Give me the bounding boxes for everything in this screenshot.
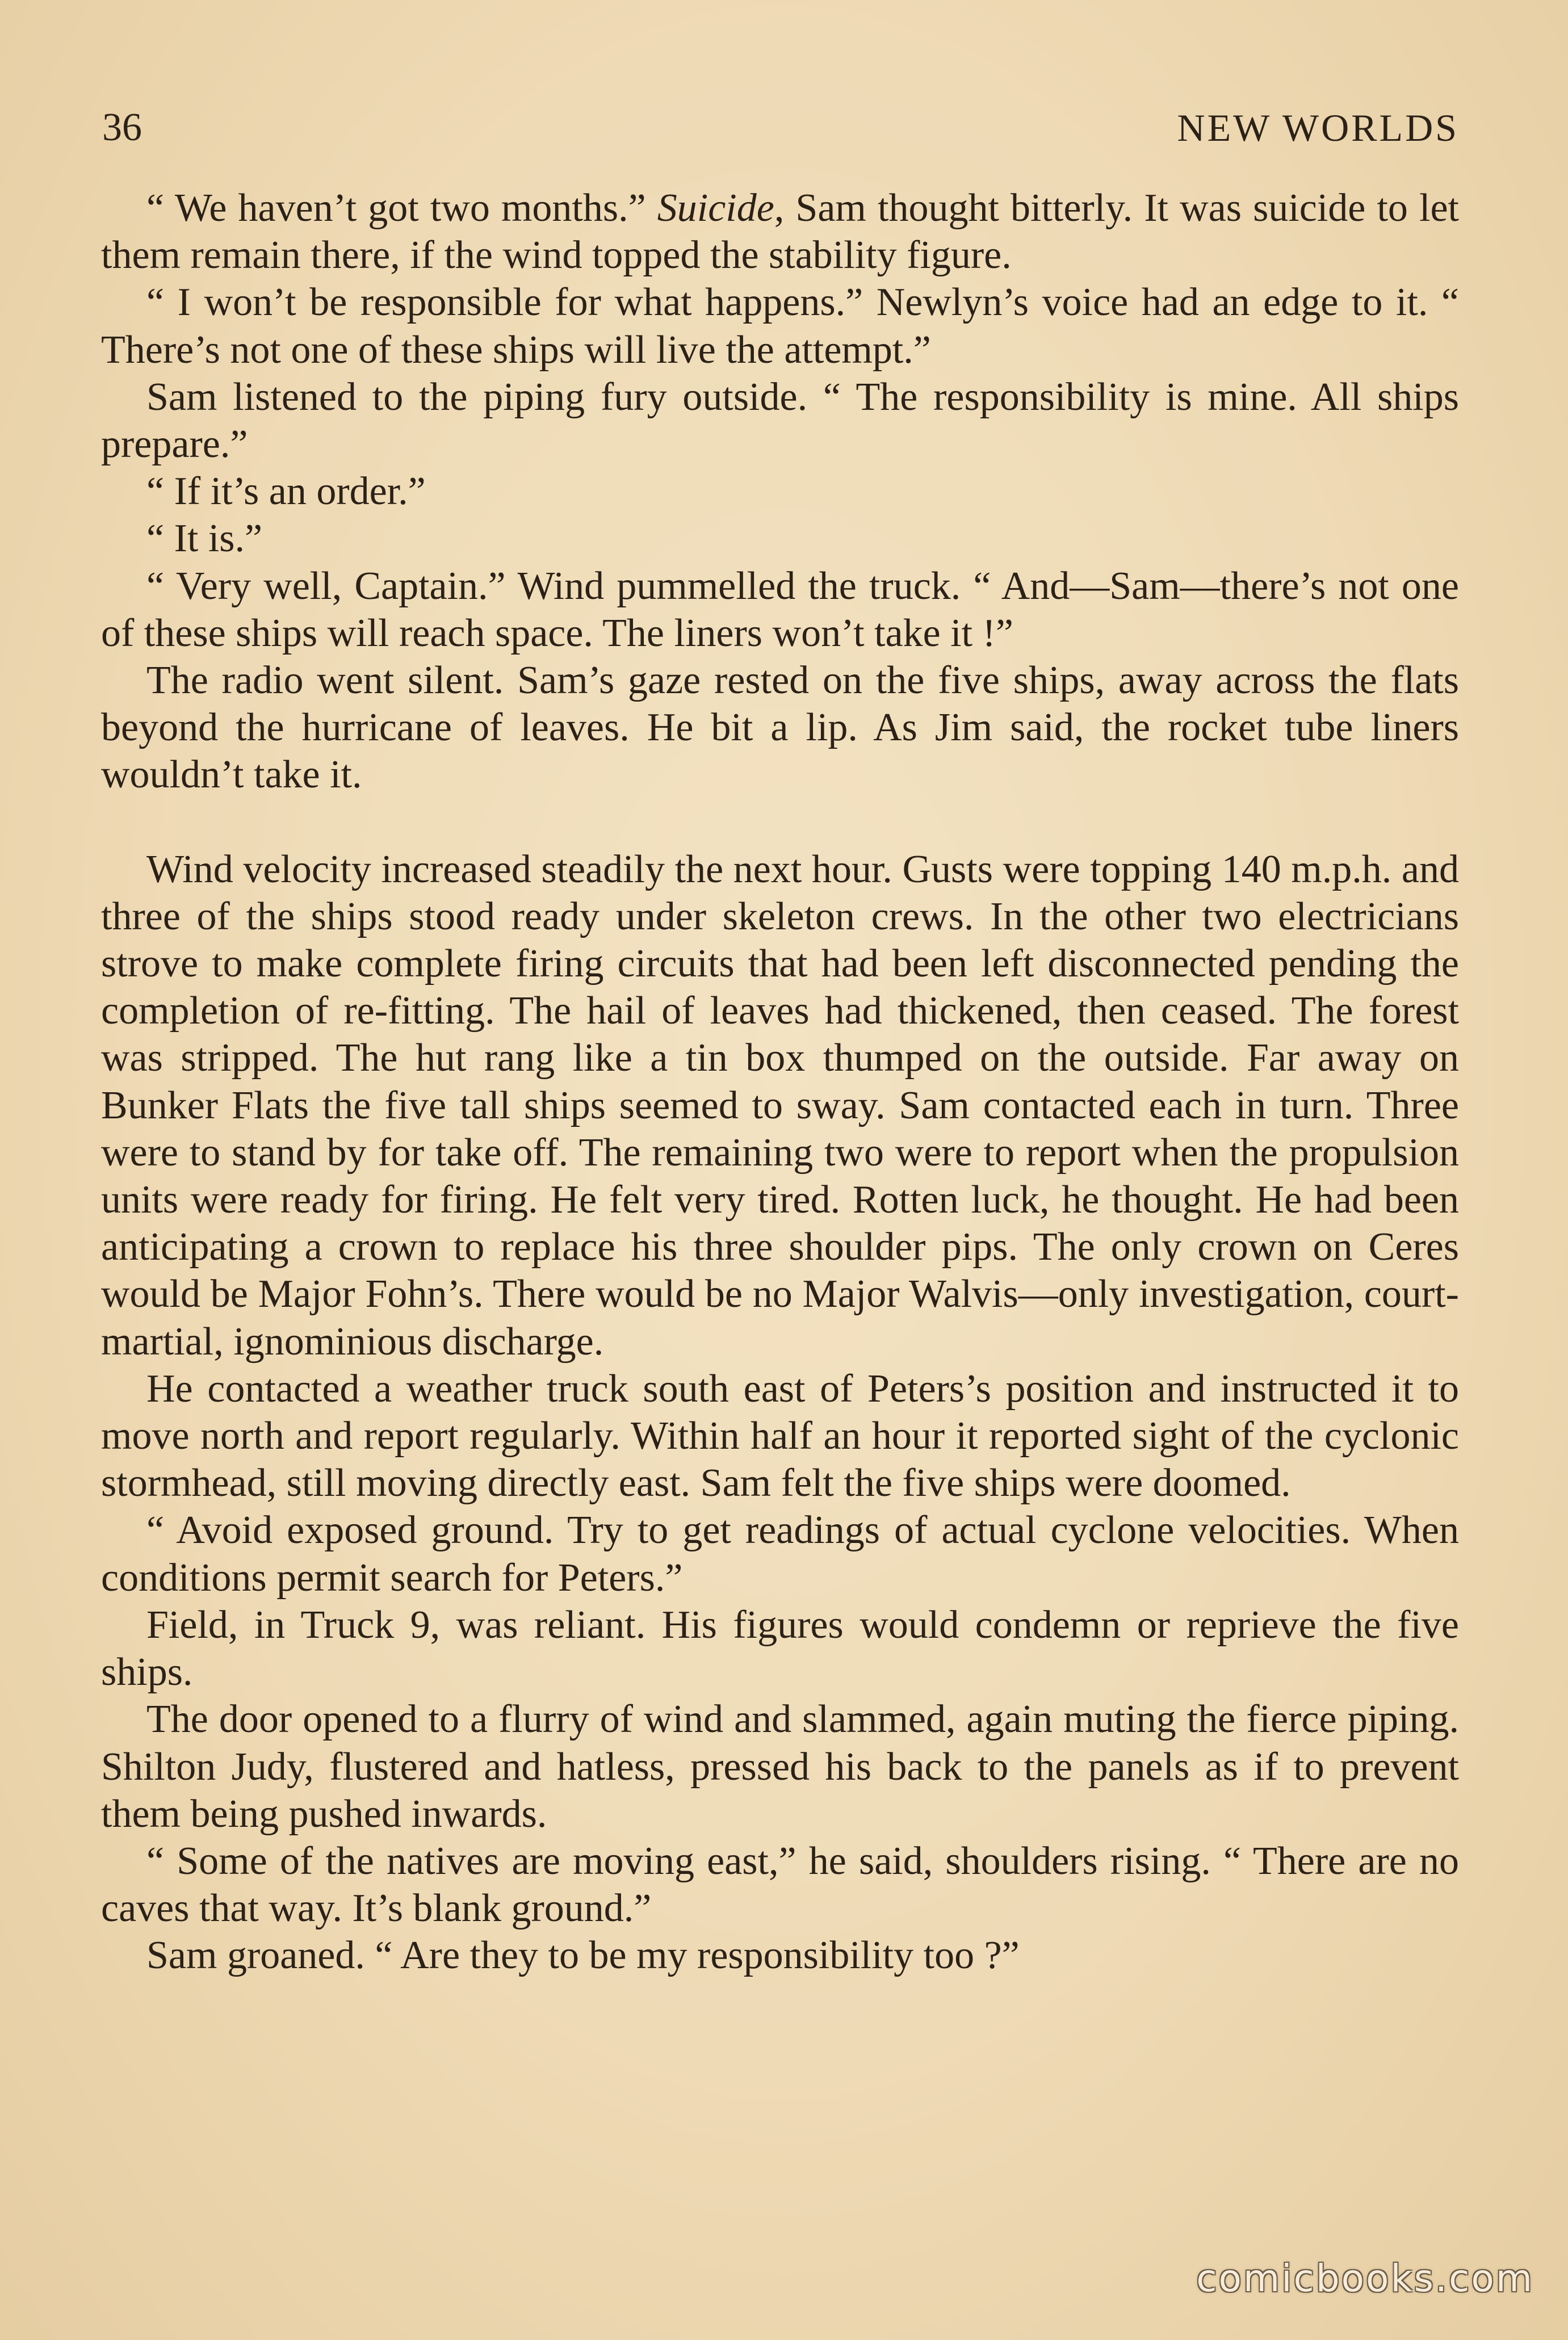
italic-word: Suicide bbox=[657, 186, 774, 230]
paragraph-5: “ It is.” bbox=[146, 517, 263, 561]
paragraph-14: Sam groaned. “ Are they to be my responsibility too ?” bbox=[146, 1934, 1020, 1978]
page-number: 36 bbox=[102, 106, 142, 149]
paragraph-6: “ Very well, Captain.” Wind pummelled the truck. “ And—Sam—there’s not one of these ships will reach space. The liners won’t take it !” bbox=[101, 564, 1459, 655]
paragraph-7: The radio went silent. Sam’s gaze rested on the five ships, away across the flats beyond the hurricane of leaves. He bit a lip. As Jim said, the rocket tube liners wouldn’t take it. bbox=[101, 659, 1459, 797]
paragraph-11: Field, in Truck 9, was reliant. His figures would condemn or reprieve the five ships. bbox=[101, 1603, 1459, 1695]
paragraph-8: Wind velocity increased steadily the next hour. Gusts were topping 140 m.p.h. and three of the ships stood ready under skeleton crews. In the other two electricians strove to make complete firing circuits that had been left disconnected pending the completion of re-fitting. The hail of leaves had thickened, then ceased. The forest was stripped. The hut rang like a tin box thumped on the outside. Far away on Bunker Flats the five tall ships seemed to sway. Sam contacted each in turn. Three were to stand by for take off. The remaining two were to report when the propulsion units were ready for firing. He felt very tired. Rotten luck, he thought. He had been anticipating a crown to replace his three shoulder pips. The only crown on Ceres would be Major Fohn’s. There would be no Major Walvis—only investigation, court-martial, ignominious discharge. bbox=[101, 847, 1459, 1364]
paragraph-10: “ Avoid exposed ground. Try to get readings of actual cyclone velocities. When conditions permit search for Peters.” bbox=[101, 1508, 1459, 1600]
body-text bbox=[101, 184, 1459, 1980]
section-break bbox=[101, 799, 1459, 846]
page-header bbox=[102, 97, 1459, 159]
running-title: NEW WORLDS bbox=[1177, 106, 1459, 149]
paragraph-3: Sam listened to the piping fury outside. “ The responsibility is mine. All ships prepare.” bbox=[101, 375, 1459, 467]
paragraph-9: He contacted a weather truck south east of Peters’s position and instructed it to move north and report regularly. Within half an hour it reported sight of the cyclonic stormhead, still moving directly east. Sam felt the five ships were doomed. bbox=[101, 1366, 1459, 1506]
watermark-logo: comicbooks.com bbox=[1196, 2257, 1534, 2300]
paragraph-1-after: , Sam thought bitterly. It was suicide to let them remain there, if the wind topped the stability figure. bbox=[101, 186, 1459, 278]
paragraph-12: The door opened to a flurry of wind and slammed, again muting the fierce piping. Shilton Judy, flustered and hatless, pressed his back to the panels as if to prevent them being pushed inwards. bbox=[101, 1697, 1459, 1836]
paragraph-4: “ If it’s an order.” bbox=[146, 469, 426, 514]
paragraph-13: “ Some of the natives are moving east,” he said, shoulders rising. “ There are no caves that way. It’s blank ground.” bbox=[101, 1839, 1459, 1931]
paragraph-2: “ I won’t be responsible for what happens.” Newlyn’s voice had an edge to it. “ There’s not one of these ships will live the attempt.” bbox=[101, 280, 1459, 372]
paragraph-1 bbox=[101, 184, 1459, 279]
paragraph-1-before: “ We haven’t got two months.” bbox=[146, 186, 657, 230]
